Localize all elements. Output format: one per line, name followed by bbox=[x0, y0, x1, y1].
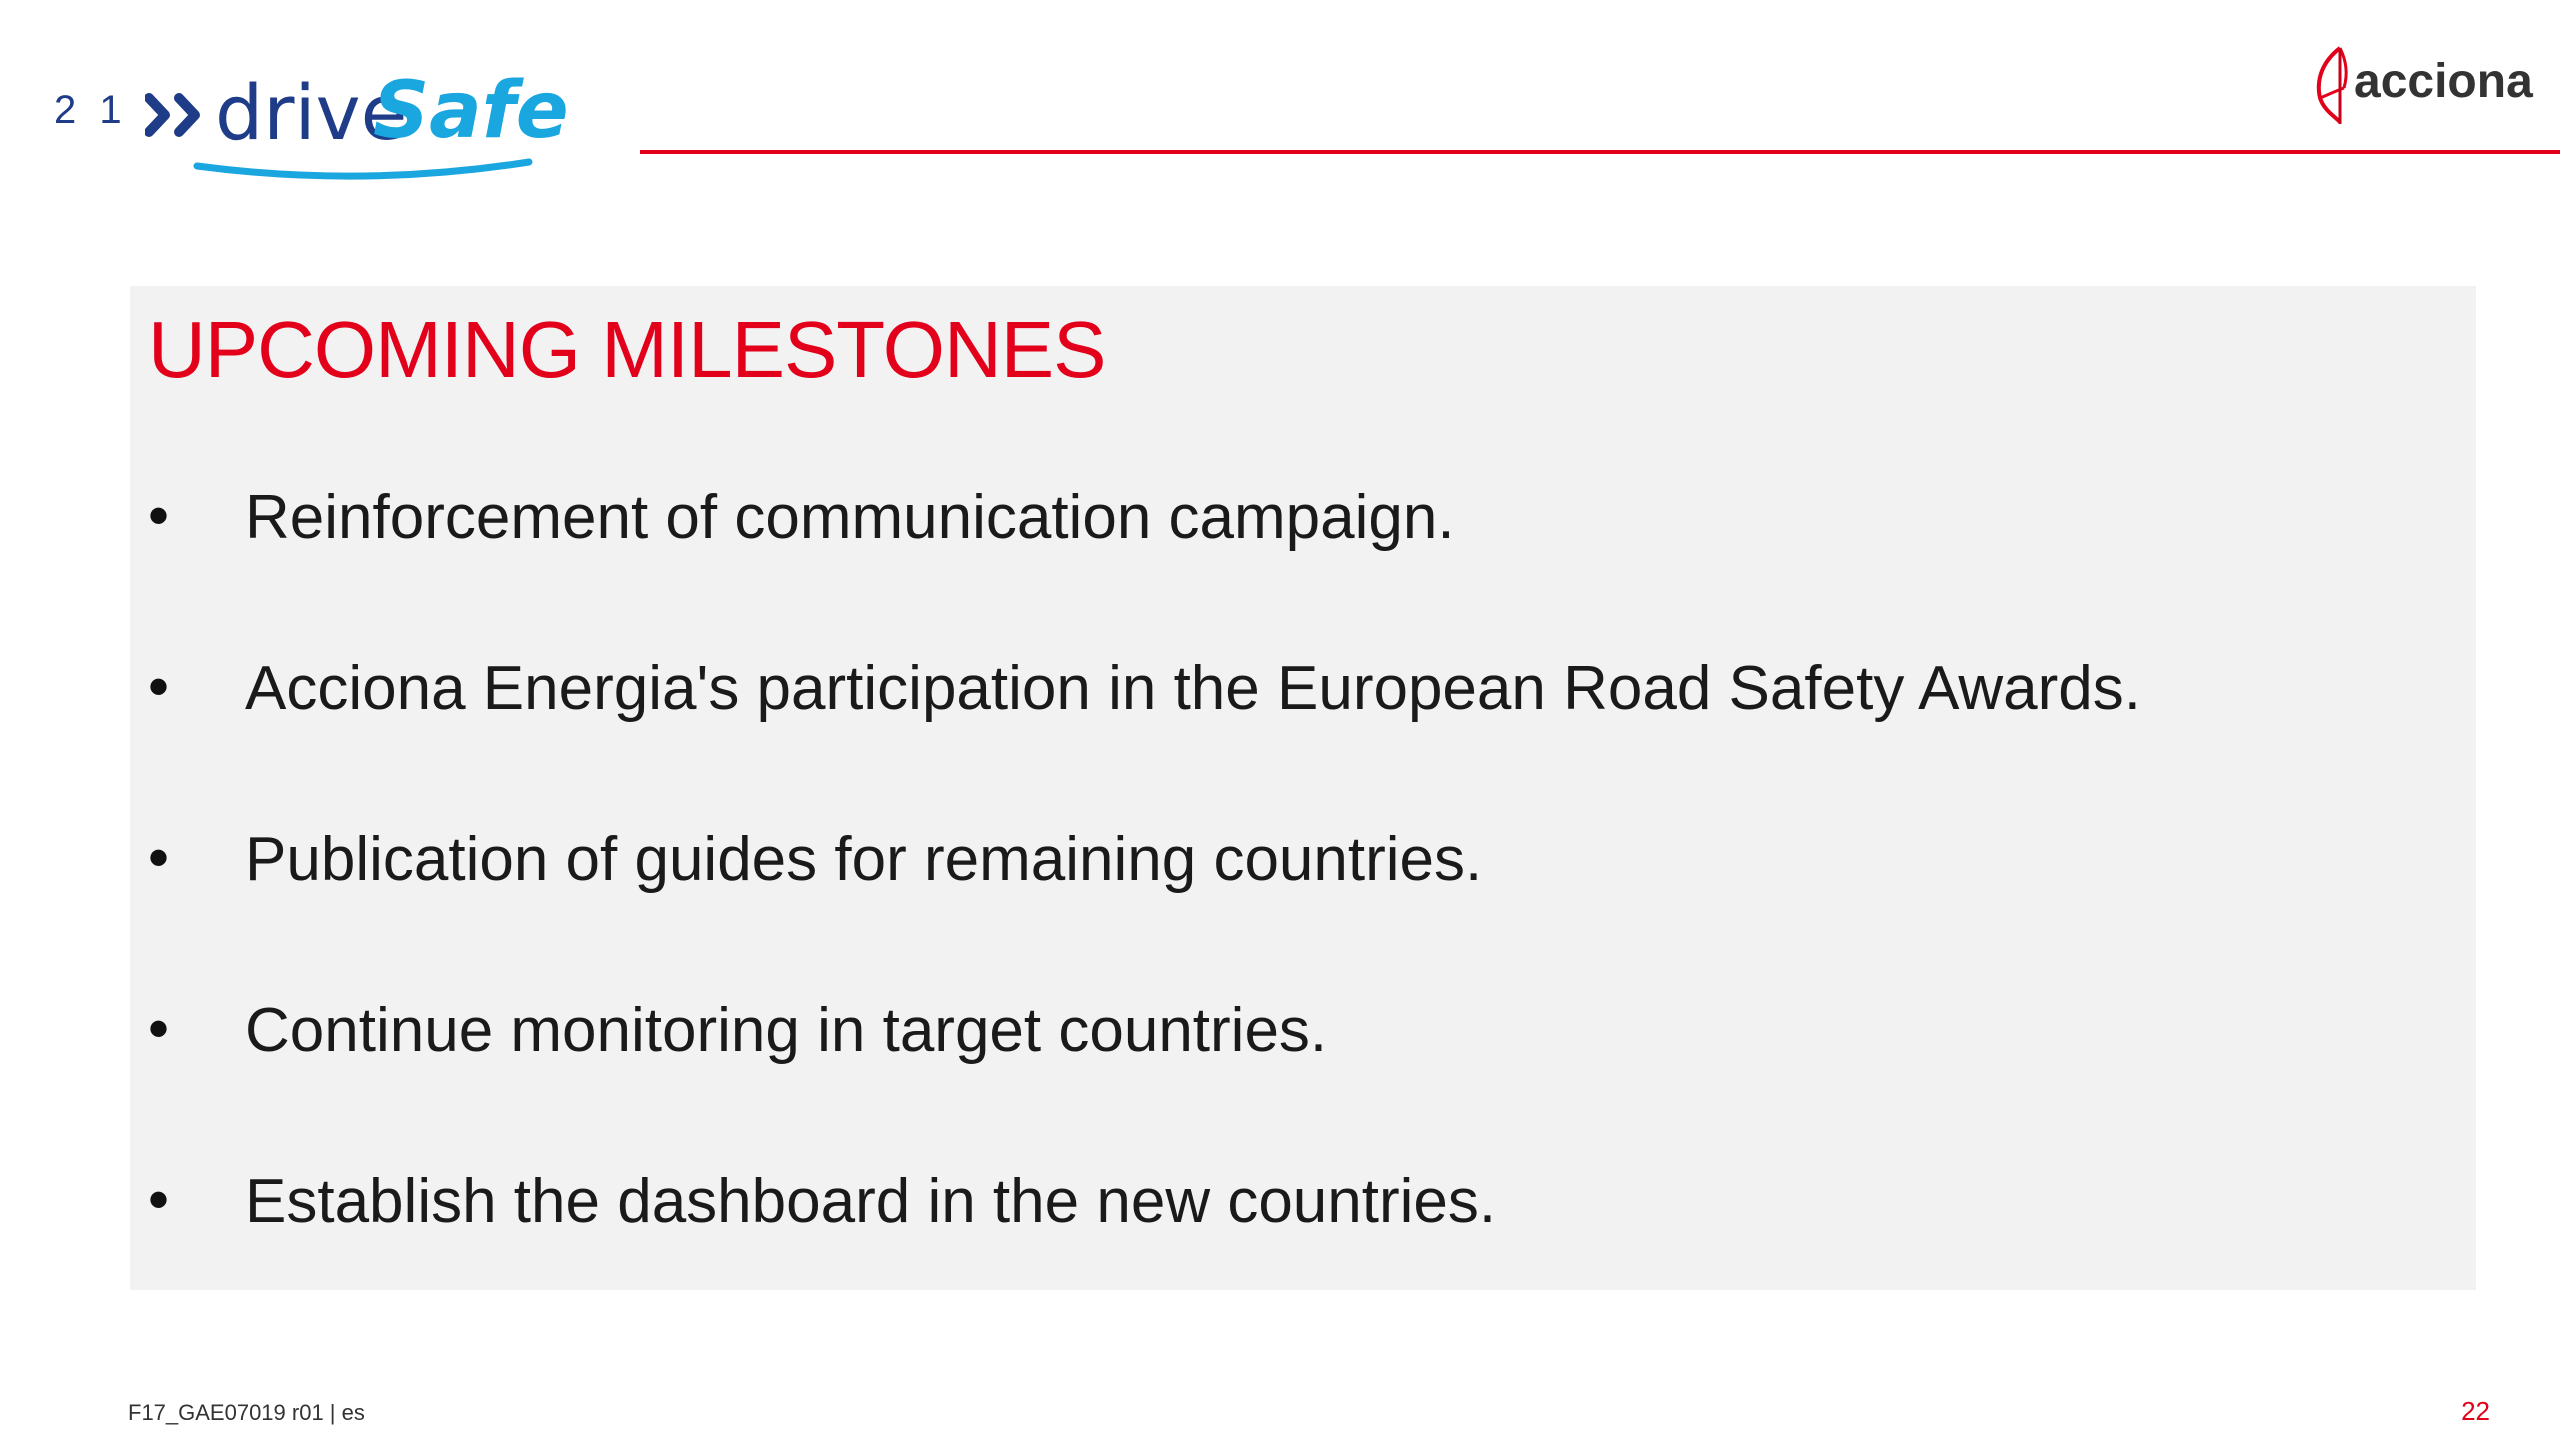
milestone-text: Continue monitoring in target countries. bbox=[245, 996, 1328, 1065]
header-rule bbox=[640, 150, 2560, 154]
bullet-icon: • bbox=[148, 1166, 170, 1233]
acciona-logo bbox=[2310, 40, 2540, 130]
panel-title: UPCOMING MILESTONES bbox=[148, 305, 1106, 394]
swoosh-icon bbox=[193, 148, 533, 184]
milestones-panel bbox=[130, 286, 2476, 1290]
milestone-text: Publication of guides for remaining countries. bbox=[245, 825, 1483, 894]
double-chevron-icon bbox=[145, 90, 217, 140]
list-item bbox=[130, 824, 2476, 999]
drivesafe-logo bbox=[145, 60, 569, 180]
list-item bbox=[130, 1166, 2476, 1341]
drivesafe-logo-drive: drive bbox=[215, 68, 408, 157]
page-number: 22 bbox=[2461, 1396, 2490, 1426]
list-item bbox=[130, 995, 2476, 1170]
acciona-logo-word: acciona bbox=[2354, 55, 2533, 108]
acciona-leaf-icon bbox=[2310, 44, 2358, 126]
milestone-text: Establish the dashboard in the new countries. bbox=[245, 1167, 1497, 1236]
milestone-list bbox=[130, 482, 2476, 1341]
slide-number-top: 2 1 bbox=[54, 88, 128, 132]
drivesafe-logo-safe: Safe bbox=[373, 66, 569, 156]
list-item bbox=[130, 482, 2476, 657]
milestone-text: Acciona Energia's participation in the European Road Safety Awards. bbox=[245, 654, 2141, 723]
bullet-icon: • bbox=[148, 482, 170, 549]
bullet-icon: • bbox=[148, 653, 170, 720]
milestone-text: Reinforcement of communication campaign. bbox=[245, 483, 1455, 552]
footer-doc-code: F17_GAE07019 r01 | es bbox=[128, 1400, 365, 1425]
list-item bbox=[130, 653, 2476, 828]
bullet-icon: • bbox=[148, 824, 170, 891]
bullet-icon: • bbox=[148, 995, 170, 1062]
